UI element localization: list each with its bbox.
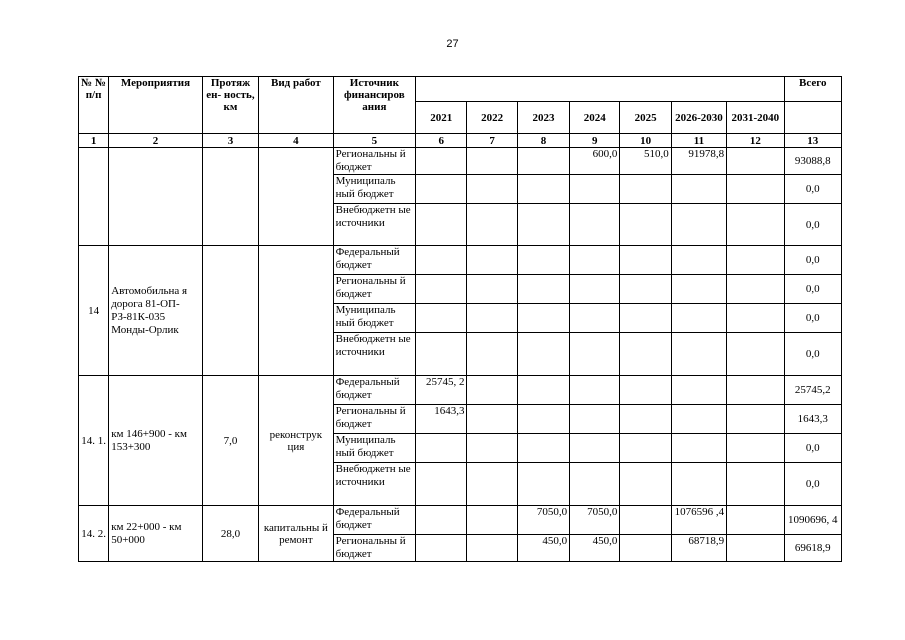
year-value-cell [727, 246, 784, 275]
year-value-cell [517, 434, 569, 463]
table-row [79, 506, 842, 535]
year-value-cell [416, 506, 467, 535]
funding-source-cell: Внебюджетн ые источники [333, 204, 416, 246]
funding-source-cell: Региональны й бюджет [333, 148, 416, 175]
header-year: 2025 [620, 102, 671, 134]
page-number: 27 [446, 38, 459, 50]
year-value-cell [570, 246, 620, 275]
year-value-cell [517, 275, 569, 304]
year-value-cell [727, 405, 784, 434]
year-value-cell [416, 148, 467, 175]
funding-source-cell: Региональны й бюджет [333, 535, 416, 562]
total-cell: 0,0 [784, 463, 841, 506]
col-number: 13 [784, 134, 841, 148]
year-value-cell [517, 304, 569, 333]
year-value-cell [671, 175, 726, 204]
year-value-cell [467, 246, 517, 275]
year-value-cell [570, 204, 620, 246]
year-value-cell [570, 333, 620, 376]
header-source: Источник финансиров ания [333, 77, 416, 134]
total-cell: 69618,9 [784, 535, 841, 562]
header-measure: Мероприятия [109, 77, 203, 134]
funding-source-cell: Федеральный бюджет [333, 376, 416, 405]
measure-cell: Автомобильна я дорога 81-ОП-РЗ-81К-035 Монды-Орлик [109, 246, 203, 376]
column-numbers-row [79, 134, 842, 148]
year-value-cell [416, 304, 467, 333]
year-value-cell [727, 463, 784, 506]
year-value-cell [570, 463, 620, 506]
year-value-cell [620, 175, 671, 204]
financing-table [78, 76, 842, 562]
year-value-cell [416, 333, 467, 376]
col-number: 2 [109, 134, 203, 148]
header-year: 2031-2040 [727, 102, 784, 134]
total-cell: 0,0 [784, 304, 841, 333]
year-value-cell [727, 175, 784, 204]
measure-cell: км 146+900 - км 153+300 [109, 376, 203, 506]
year-value-cell [570, 175, 620, 204]
year-value-cell [467, 434, 517, 463]
year-value-cell: 450,0 [570, 535, 620, 562]
header-length: Протяж ен- ность, км [202, 77, 258, 134]
year-value-cell: 600,0 [570, 148, 620, 175]
work-type-cell [259, 148, 333, 246]
year-value-cell [671, 304, 726, 333]
table-row [79, 148, 842, 175]
col-number: 10 [620, 134, 671, 148]
year-value-cell [467, 275, 517, 304]
year-value-cell: 7050,0 [570, 506, 620, 535]
year-value-cell [467, 405, 517, 434]
funding-source-cell: Внебюджетн ые источники [333, 333, 416, 376]
col-number: 7 [467, 134, 517, 148]
col-number: 12 [727, 134, 784, 148]
year-value-cell [517, 333, 569, 376]
funding-source-cell: Региональны й бюджет [333, 275, 416, 304]
funding-source-cell: Внебюджетн ые источники [333, 463, 416, 506]
total-cell: 0,0 [784, 204, 841, 246]
total-cell: 1090696, 4 [784, 506, 841, 535]
col-number: 11 [671, 134, 726, 148]
col-number: 5 [333, 134, 416, 148]
year-value-cell [727, 275, 784, 304]
header-num: № № п/п [79, 77, 109, 134]
row-number-cell [79, 148, 109, 246]
table-row [79, 376, 842, 405]
funding-source-cell: Федеральный бюджет [333, 506, 416, 535]
total-cell: 0,0 [784, 275, 841, 304]
year-value-cell: 450,0 [517, 535, 569, 562]
year-value-cell: 91978,8 [671, 148, 726, 175]
year-value-cell [517, 463, 569, 506]
year-value-cell [570, 275, 620, 304]
year-value-cell: 7050,0 [517, 506, 569, 535]
year-value-cell: 510,0 [620, 148, 671, 175]
year-value-cell [467, 175, 517, 204]
header-total: Всего [784, 77, 841, 102]
total-cell: 1643,3 [784, 405, 841, 434]
table-row [79, 246, 842, 275]
total-cell: 0,0 [784, 175, 841, 204]
year-value-cell [517, 405, 569, 434]
year-value-cell [671, 463, 726, 506]
header-total-empty [784, 102, 841, 134]
year-value-cell [620, 204, 671, 246]
funding-source-cell: Муниципаль ный бюджет [333, 304, 416, 333]
year-value-cell [727, 304, 784, 333]
year-value-cell [467, 535, 517, 562]
col-number: 4 [259, 134, 333, 148]
year-value-cell [416, 246, 467, 275]
year-value-cell [517, 148, 569, 175]
length-cell [202, 246, 258, 376]
year-value-cell [620, 246, 671, 275]
header-year: 2021 [416, 102, 467, 134]
header-year: 2023 [517, 102, 569, 134]
year-value-cell [620, 434, 671, 463]
year-value-cell: 1643,3 [416, 405, 467, 434]
year-value-cell [727, 376, 784, 405]
measure-cell [109, 148, 203, 246]
col-number: 3 [202, 134, 258, 148]
year-value-cell [620, 333, 671, 376]
year-value-cell [620, 376, 671, 405]
funding-source-cell: Муниципаль ный бюджет [333, 175, 416, 204]
year-value-cell [620, 304, 671, 333]
year-value-cell [467, 304, 517, 333]
year-value-cell [620, 506, 671, 535]
year-value-cell [671, 333, 726, 376]
total-cell: 0,0 [784, 333, 841, 376]
header-years-span [416, 77, 784, 102]
year-value-cell [570, 405, 620, 434]
year-value-cell: 25745, 2 [416, 376, 467, 405]
work-type-cell: реконструк ция [259, 376, 333, 506]
year-value-cell [570, 434, 620, 463]
header-work-type: Вид работ [259, 77, 333, 134]
funding-source-cell: Региональны й бюджет [333, 405, 416, 434]
year-value-cell [671, 275, 726, 304]
col-number: 1 [79, 134, 109, 148]
year-value-cell [727, 535, 784, 562]
year-value-cell [727, 506, 784, 535]
col-number: 8 [517, 134, 569, 148]
year-value-cell [517, 204, 569, 246]
year-value-cell [517, 246, 569, 275]
year-value-cell [727, 148, 784, 175]
row-number-cell: 14. 1. [79, 376, 109, 506]
year-value-cell [416, 535, 467, 562]
year-value-cell [467, 148, 517, 175]
year-value-cell [671, 204, 726, 246]
header-year: 2024 [570, 102, 620, 134]
year-value-cell [517, 175, 569, 204]
year-value-cell [671, 376, 726, 405]
funding-source-cell: Муниципаль ный бюджет [333, 434, 416, 463]
year-value-cell [517, 376, 569, 405]
header-row [79, 77, 842, 102]
header-year: 2022 [467, 102, 517, 134]
year-value-cell [620, 275, 671, 304]
total-cell: 0,0 [784, 434, 841, 463]
year-value-cell [671, 246, 726, 275]
length-cell [202, 148, 258, 246]
year-value-cell: 68718,9 [671, 535, 726, 562]
year-value-cell [467, 506, 517, 535]
year-value-cell [416, 275, 467, 304]
year-value-cell [467, 463, 517, 506]
col-number: 9 [570, 134, 620, 148]
year-value-cell [416, 204, 467, 246]
year-value-cell [727, 204, 784, 246]
year-value-cell: 1076596 ,4 [671, 506, 726, 535]
year-value-cell [467, 333, 517, 376]
year-value-cell [467, 204, 517, 246]
year-value-cell [416, 175, 467, 204]
year-value-cell [416, 434, 467, 463]
year-value-cell [416, 463, 467, 506]
work-type-cell: капитальны й ремонт [259, 506, 333, 562]
row-number-cell: 14 [79, 246, 109, 376]
year-value-cell [727, 434, 784, 463]
col-number: 6 [416, 134, 467, 148]
work-type-cell [259, 246, 333, 376]
total-cell: 25745,2 [784, 376, 841, 405]
measure-cell: км 22+000 - км 50+000 [109, 506, 203, 562]
year-value-cell [671, 434, 726, 463]
year-value-cell [570, 376, 620, 405]
year-value-cell [620, 463, 671, 506]
year-value-cell [570, 304, 620, 333]
total-cell: 0,0 [784, 246, 841, 275]
year-value-cell [620, 405, 671, 434]
length-cell: 7,0 [202, 376, 258, 506]
total-cell: 93088,8 [784, 148, 841, 175]
header-year: 2026-2030 [671, 102, 726, 134]
funding-source-cell: Федеральный бюджет [333, 246, 416, 275]
row-number-cell: 14. 2. [79, 506, 109, 562]
length-cell: 28,0 [202, 506, 258, 562]
year-value-cell [467, 376, 517, 405]
year-value-cell [727, 333, 784, 376]
year-value-cell [671, 405, 726, 434]
year-value-cell [620, 535, 671, 562]
